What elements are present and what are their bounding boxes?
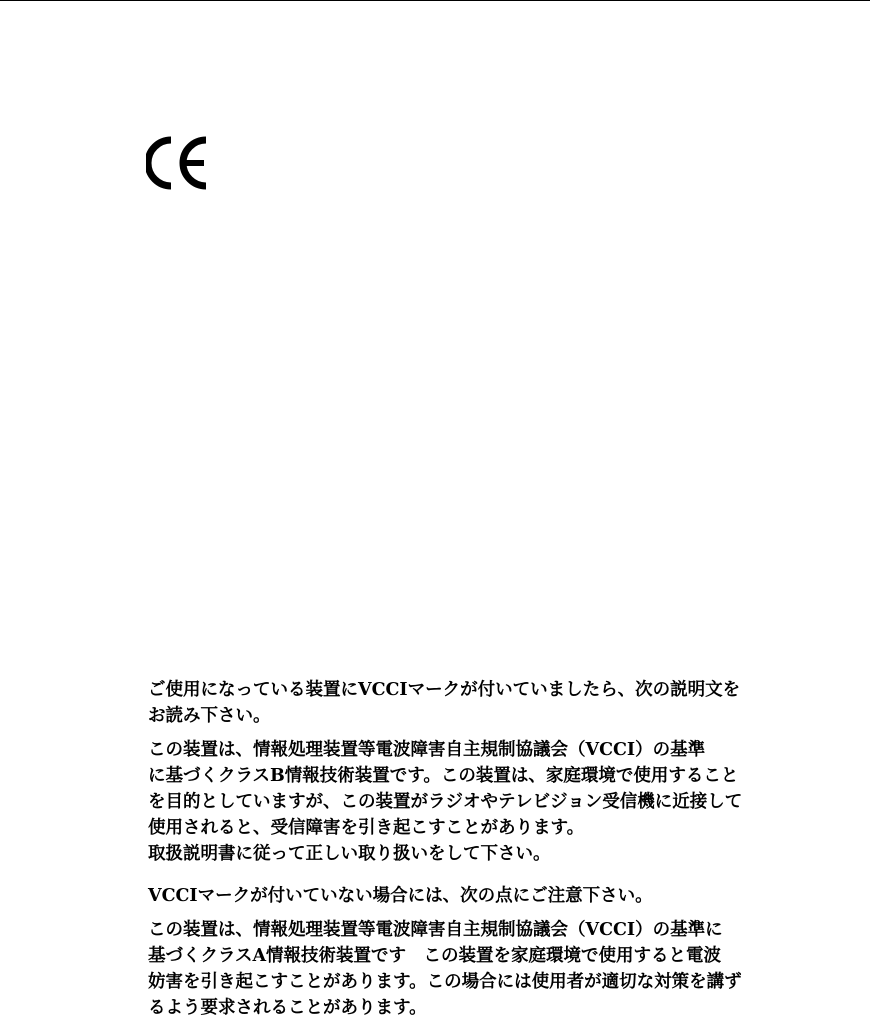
- top-rule: [0, 0, 870, 1]
- vcci-class-b-line-4: 使用されると、受信障害を引き起こすことがあります。: [148, 818, 585, 838]
- vcci-class-b-line-2: に基づくクラスB情報技術装置です。この装置は、家庭環境で使用すること: [148, 766, 739, 786]
- ce-conformity-mark-icon: [146, 136, 210, 190]
- vcci-class-a-line-4: るよう要求されることがあります。: [148, 998, 427, 1018]
- vcci-class-b-line-1: この装置は、情報処理装置等電波障害自主規制協議会（VCCI）の基準: [148, 740, 706, 760]
- vcci-with-mark-intro-line-2: お読み下さい。: [148, 706, 271, 726]
- vcci-class-b-line-3: を目的としていますが、この装置がラジオやテレビジョン受信機に近接して: [148, 792, 743, 812]
- vcci-class-a-line-1: この装置は、情報処理装置等電波障害自主規制協議会（VCCI）の基準に: [148, 920, 723, 940]
- vcci-notice: [148, 677, 828, 1021]
- vcci-class-b-line-5: 取扱説明書に従って正しい取り扱いをして下さい。: [148, 844, 551, 864]
- vcci-class-a-line-3: 妨害を引き起こすことがあります。この場合には使用者が適切な対策を講ず: [148, 972, 742, 992]
- vcci-without-mark-intro: VCCIマークが付いていない場合には、次の点にご注意下さい。: [148, 886, 653, 906]
- vcci-class-a-line-2: 基づくクラスA情報技術装置です この装置を家庭環境で使用すると電波: [148, 946, 722, 966]
- vcci-with-mark-intro-line-1: ご使用になっている装置にVCCIマークが付いていましたら、次の説明文を: [148, 680, 741, 700]
